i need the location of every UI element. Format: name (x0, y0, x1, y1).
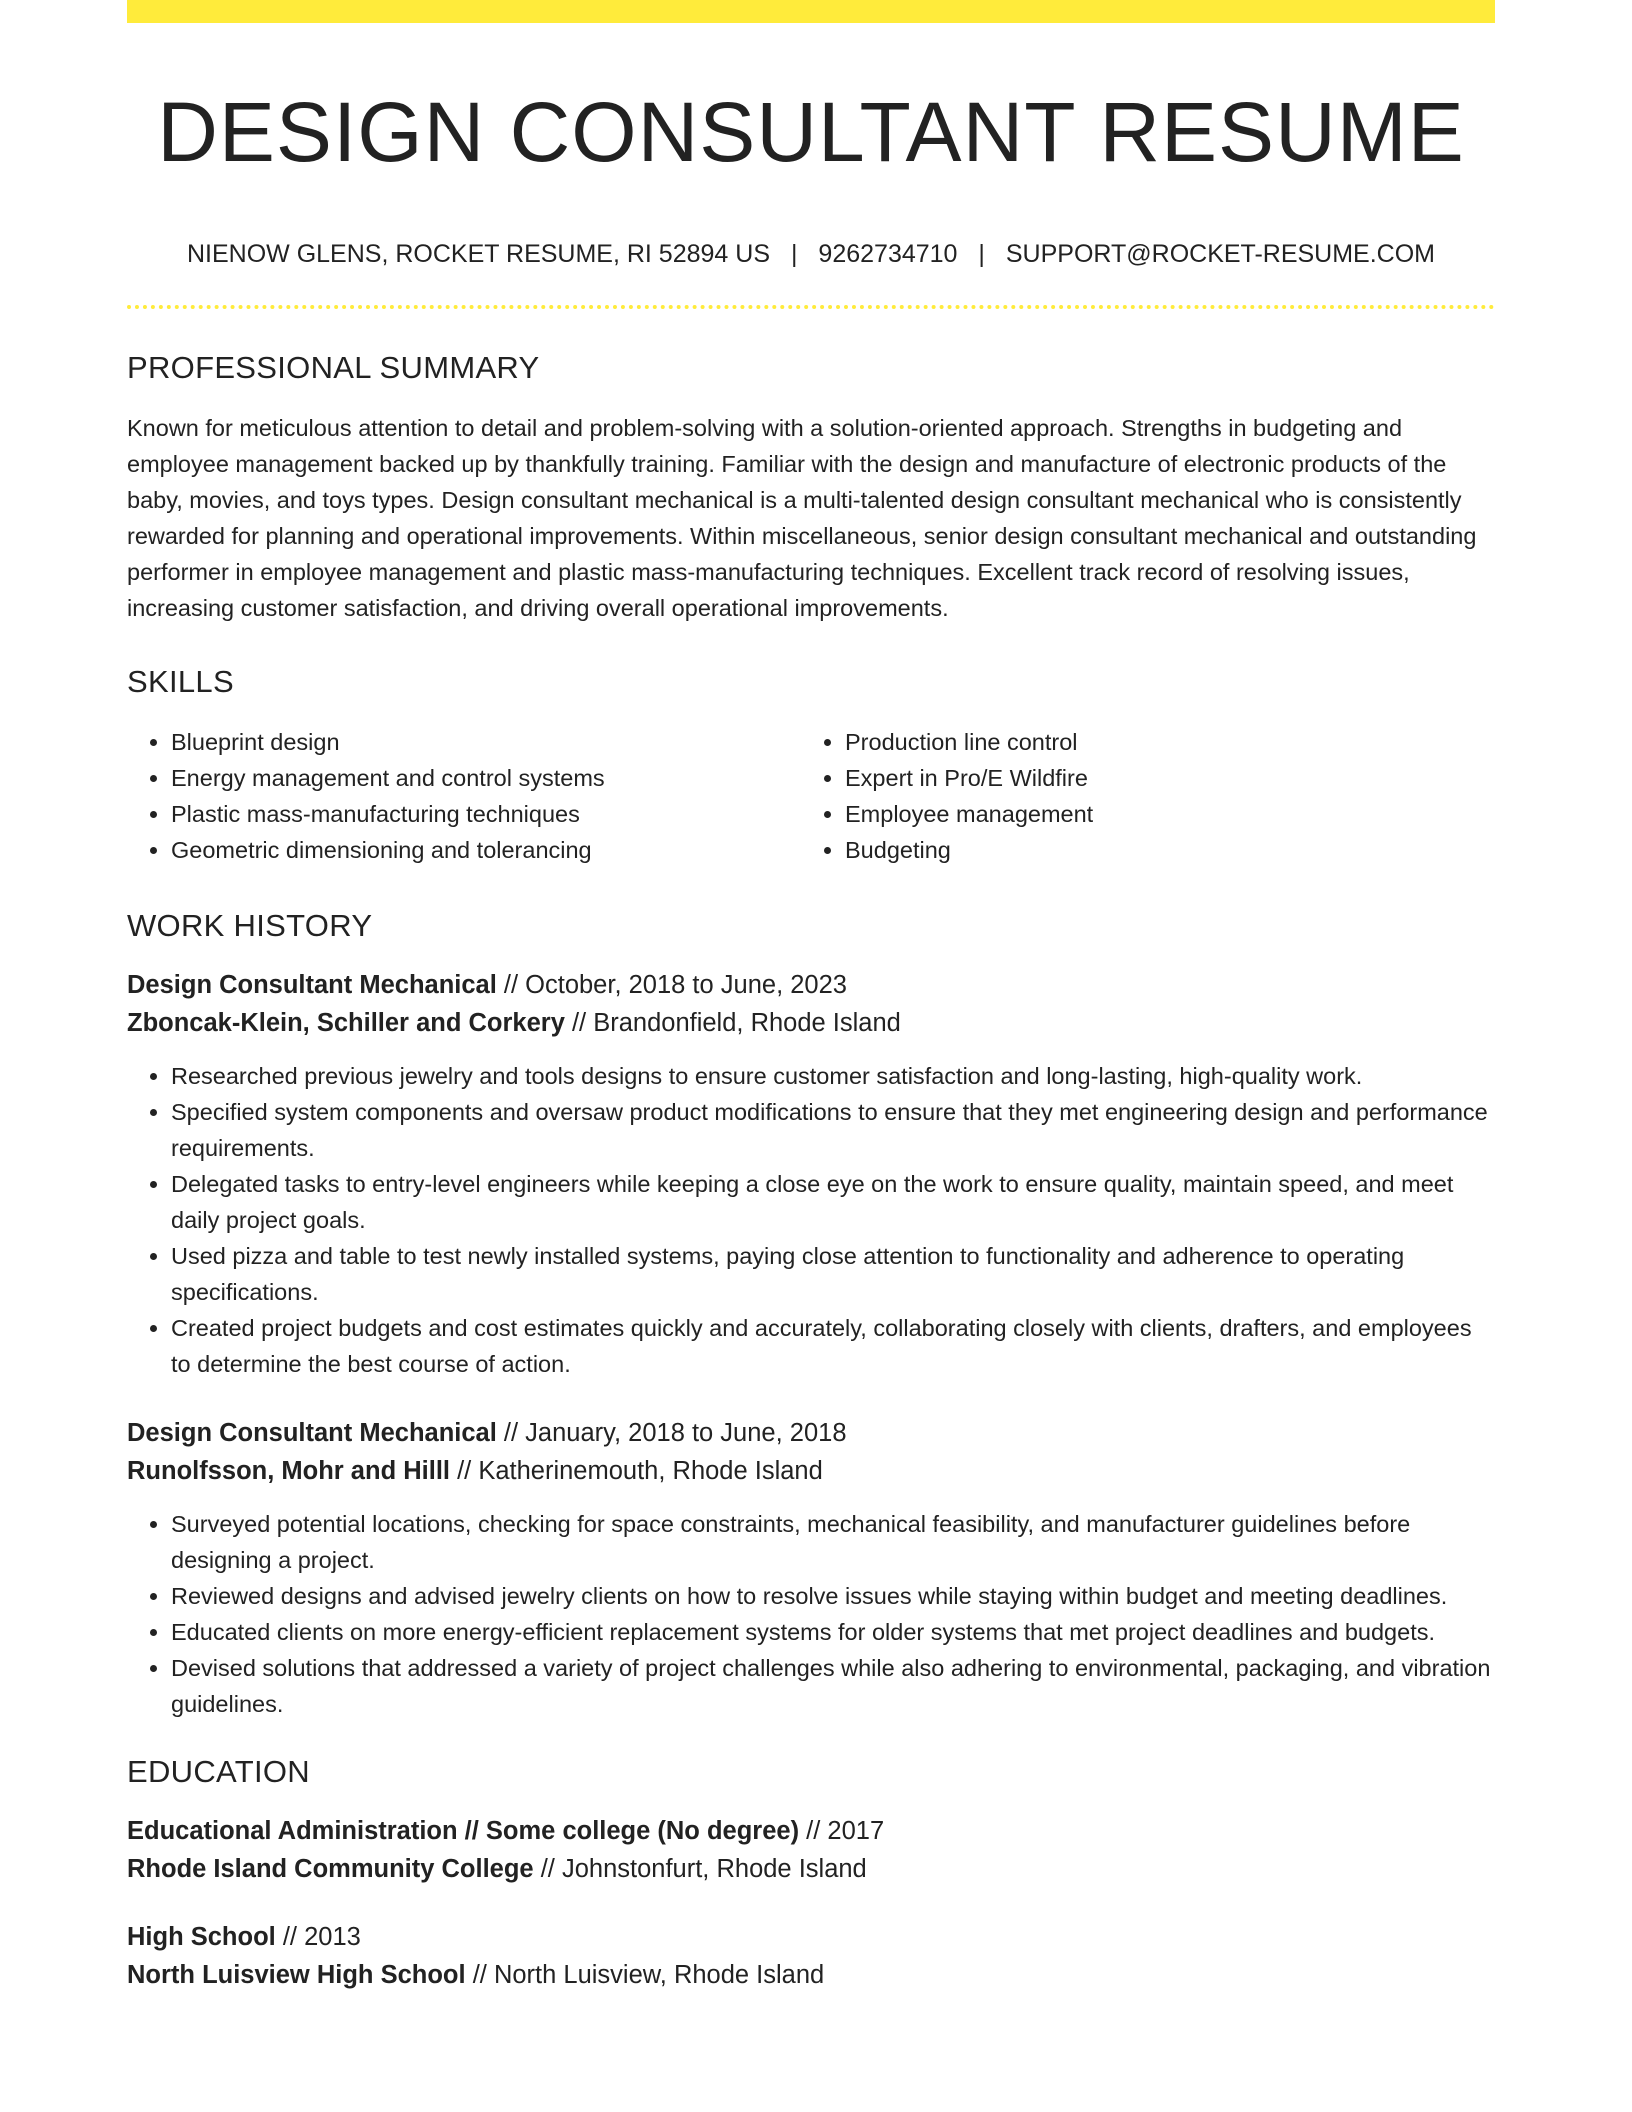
job-bullet: • Researched previous jewelry and tools designs to ensure customer satisfaction and long-lasting, high-quality work. (171, 1058, 1495, 1094)
education-school: Rhode Island Community College (127, 1855, 534, 1883)
job-bullet-list (127, 1506, 1495, 1722)
education-location: // North Luisview, Rhode Island (465, 1961, 825, 1989)
job-title: Design Consultant Mechanical (127, 971, 497, 999)
skill-item: • Plastic mass-manufacturing techniques (171, 796, 801, 832)
contact-email: SUPPORT@ROCKET-RESUME.COM (1005, 240, 1436, 268)
education-degree: Educational Administration // Some college (No degree) (127, 1817, 800, 1845)
job-location: // Katherinemouth, Rhode Island (449, 1457, 823, 1485)
education-degree: High School (127, 1923, 276, 1951)
job-title-line (127, 1414, 1495, 1452)
job-entry (127, 1414, 1495, 1722)
education-degree-line (127, 1918, 1495, 1956)
job-location: // Brandonfield, Rhode Island (564, 1009, 901, 1037)
skills-section (127, 654, 1495, 868)
job-company: Zboncak-Klein, Schiller and Corkery (127, 1009, 565, 1037)
header-divider (127, 305, 1495, 309)
skill-item: • Geometric dimensioning and tolerancing (171, 832, 801, 868)
job-bullet: • Used pizza and table to test newly installed systems, paying close attention to functionality and adherence to operating specifications. (171, 1238, 1495, 1310)
education-school-line (127, 1956, 1495, 1994)
skill-item: • Expert in Pro/E Wildfire (845, 760, 1475, 796)
job-company-line (127, 1452, 1495, 1490)
education-year: // 2017 (799, 1817, 885, 1845)
education-entry (127, 1812, 1495, 1888)
work-history-heading: WORK HISTORY (127, 908, 373, 943)
skill-item: • Blueprint design (171, 724, 801, 760)
job-title: Design Consultant Mechanical (127, 1419, 497, 1447)
contact-address: NIENOW GLENS, ROCKET RESUME, RI 52894 US (186, 240, 771, 268)
page-title: DESIGN CONSULTANT RESUME (157, 85, 1465, 179)
education-entry (127, 1918, 1495, 1994)
summary-heading: PROFESSIONAL SUMMARY (127, 350, 540, 385)
job-title-line (127, 966, 1495, 1004)
education-school: North Luisview High School (127, 1961, 466, 1989)
job-bullet-list (127, 1058, 1495, 1382)
skill-item: • Budgeting (845, 832, 1475, 868)
job-bullet: • Devised solutions that addressed a variety of project challenges while also adhering to environmental, packaging, and vibration guidelines. (171, 1650, 1495, 1722)
education-school-line (127, 1850, 1495, 1888)
education-heading: EDUCATION (127, 1754, 310, 1789)
job-company-line (127, 1004, 1495, 1042)
contact-separator: | (790, 240, 798, 268)
resume-body (127, 340, 1495, 1994)
job-dates: // January, 2018 to June, 2018 (496, 1419, 847, 1447)
education-year: // 2013 (275, 1923, 361, 1951)
summary-section (127, 340, 1495, 626)
contact-phone: 9262734710 (818, 240, 958, 268)
job-bullet: • Created project budgets and cost estimates quickly and accurately, collaborating closely with clients, drafters, and employees to determine the best course of action. (171, 1310, 1495, 1382)
education-degree-line (127, 1812, 1495, 1850)
contact-line (127, 234, 1495, 274)
skills-column-right (801, 724, 1475, 868)
job-dates: // October, 2018 to June, 2023 (496, 971, 847, 999)
skills-heading: SKILLS (127, 664, 234, 699)
job-bullet: • Specified system components and oversaw product modifications to ensure that they met engineering design and performance requirements. (171, 1094, 1495, 1166)
job-bullet: • Educated clients on more energy-efficient replacement systems for older systems that met project deadlines and budgets. (171, 1614, 1495, 1650)
job-company: Runolfsson, Mohr and Hilll (127, 1457, 450, 1485)
job-bullet: • Reviewed designs and advised jewelry clients on how to resolve issues while staying within budget and meeting deadlines. (171, 1578, 1495, 1614)
skill-item: • Production line control (845, 724, 1475, 760)
contact-separator: | (978, 240, 985, 268)
skills-column-left (127, 724, 801, 868)
education-location: // Johnstonfurt, Rhode Island (533, 1855, 867, 1883)
skill-item: • Energy management and control systems (171, 760, 801, 796)
skills-grid (127, 724, 1495, 868)
education-section (127, 1744, 1495, 1994)
job-entry (127, 966, 1495, 1382)
summary-text: Known for meticulous attention to detail and problem-solving with a solution-oriented approach. Strengths in budgeting and employee management backed up by thankfully training. Familiar with the design and manufacture of electronic products of the baby, movies, and toys types. Design consultant mechanical is a multi-talented design consultant mechanical who is consistently rewarded for planning and operational improvements. Within miscellaneous, senior design consultant mechanical and outstanding performer in employee management and plastic mass-manufacturing techniques. Excellent track record of resolving issues, increasing customer satisfaction, and driving overall operational improvements. (127, 415, 1477, 621)
accent-bar (127, 0, 1495, 23)
job-bullet: • Surveyed potential locations, checking for space constraints, mechanical feasibility, and manufacturer guidelines before designing a project. (171, 1506, 1495, 1578)
skill-item: • Employee management (845, 796, 1475, 832)
work-history-section (127, 898, 1495, 1722)
job-bullet: • Delegated tasks to entry-level engineers while keeping a close eye on the work to ensure quality, maintain speed, and meet daily project goals. (171, 1166, 1495, 1238)
